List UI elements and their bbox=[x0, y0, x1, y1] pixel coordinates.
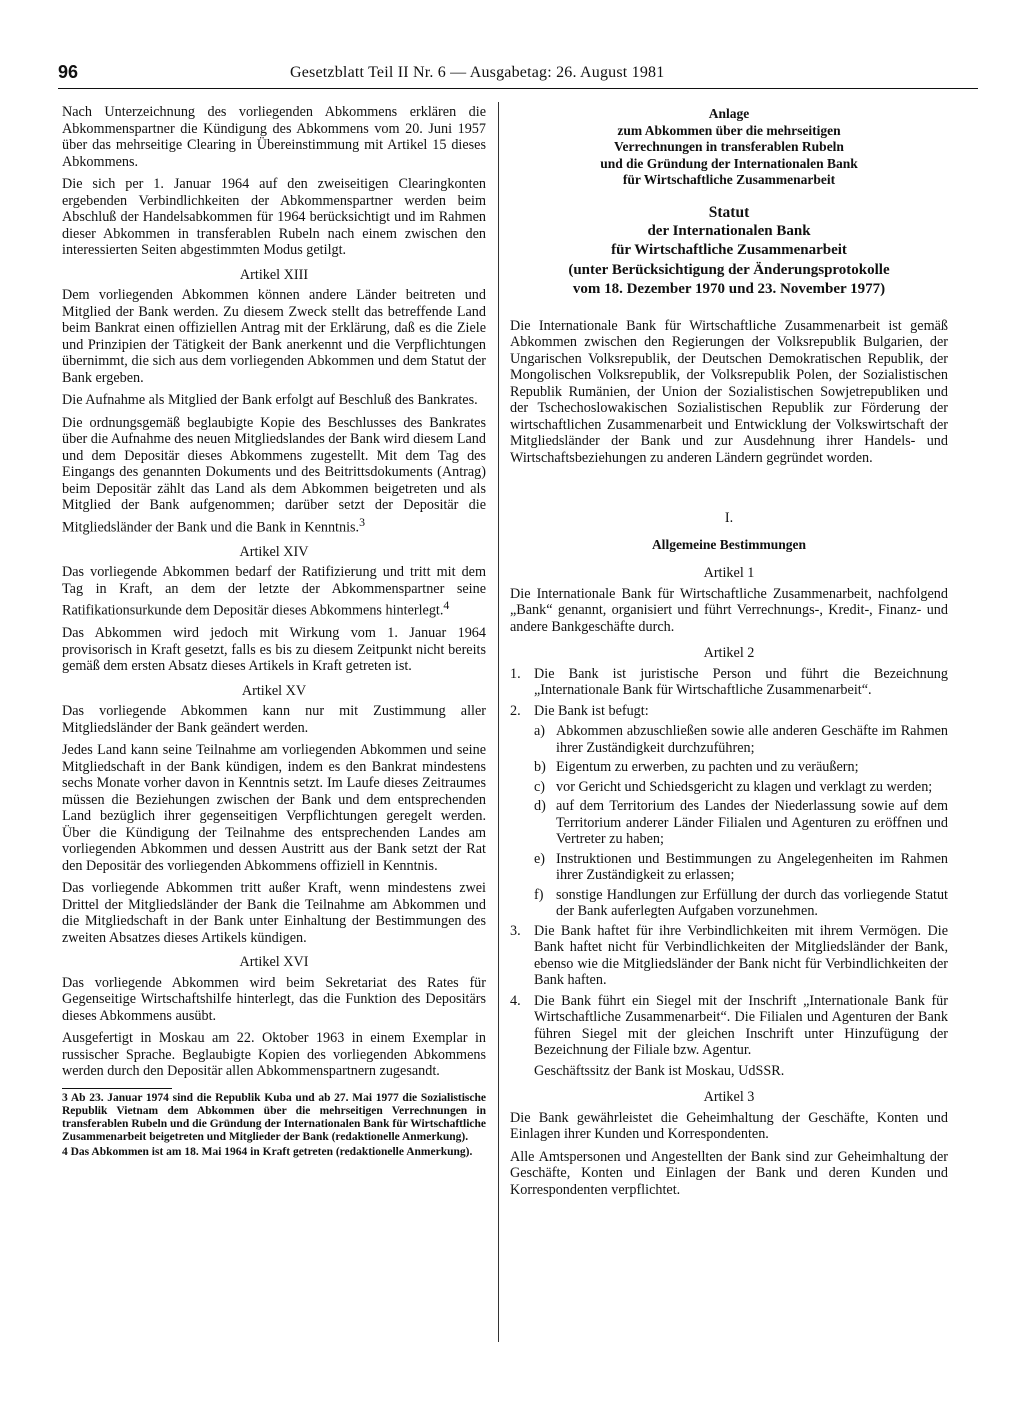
sub-item-text: vor Gericht und Schiedsgericht zu klagen und verklagt zu werden; bbox=[556, 778, 933, 795]
section-title: Allgemeine Bestimmungen bbox=[651, 536, 807, 552]
item-number: 4. bbox=[510, 992, 521, 1009]
footnote-ref: 4 bbox=[443, 598, 450, 613]
sub-item bbox=[534, 759, 948, 776]
paragraph-text: Das vorliegende Abkommen bedarf der Ratifizierung und tritt mit dem Tag in Kraft, an dem der letzte der Abkommenspartner seine Ratifikationsurkunde dem Depositär dieses Abkommens hinterlegt. bbox=[62, 564, 486, 619]
page-header bbox=[58, 62, 978, 89]
sub-item-text: auf dem Territorium des Landes der Niederlassung sowie auf dem Territorium anderer Länder Filialen und Agenturen zu eröffnen und Vertreter zu haben; bbox=[556, 798, 948, 847]
sub-item bbox=[534, 851, 948, 884]
column-divider bbox=[498, 102, 499, 1342]
sub-item-text: Instruktionen und Bestimmungen zu Angelegenheiten im Rahmen ihrer Zuständigkeit zu erlassen; bbox=[556, 850, 948, 883]
article-heading: Artikel 2 bbox=[703, 645, 755, 661]
sub-item-text: Abkommen abzuschließen sowie alle anderen Geschäfte im Rahmen ihrer Zuständigkeit durchzuführen; bbox=[556, 723, 948, 756]
item-number: 1. bbox=[510, 665, 521, 682]
left-column bbox=[62, 104, 486, 1161]
article-heading: Artikel XV bbox=[241, 682, 307, 699]
article-heading: Artikel XIII bbox=[239, 266, 309, 283]
annex-line: Verrechnungen in transferablen Rubeln bbox=[614, 139, 844, 154]
section-number: I. bbox=[724, 510, 734, 526]
sub-item-label: b) bbox=[534, 759, 546, 775]
article-heading: Artikel XVI bbox=[239, 954, 309, 971]
sub-item bbox=[534, 887, 948, 920]
footnote: 4 Das Abkommen ist am 18. Mai 1964 in Kraft getreten (redaktionelle Anmerkung). bbox=[62, 1145, 473, 1158]
article-heading: Artikel 3 bbox=[703, 1089, 755, 1105]
footnote: 3 Ab 23. Januar 1974 sind die Republik Kuba und ab 27. Mai 1977 die Sozialistische Republik Vietnam dem Abkommen über die mehrseitigen Verrechnungen in transferablen Rubeln und die Gründung der Internationalen Bank für Wirtschaftliche Zusammenarbeit beigetreten und Mitglieder der Bank (redaktionelle Anmerkung). bbox=[62, 1091, 486, 1143]
paragraph: Jedes Land kann seine Teilnahme am vorliegenden Abkommen und seine Mitgliedschaft in der Bank kündigen, indem es den Bankrat mindestens sechs Monate vorher davon in Kenntnis setzt. Im Laufe dieses Zeitraumes müssen die Beziehungen zwischen der Bank und dem entsprechenden Land bezüglich ihrer gegenseitigen Verpflichtungen geregelt werden. Über die Kündigung der Teilnahme des entsprechenden Landes am vorliegenden Abkommen und dessen Austritt aus der Bank setzt der Rat den Depositär des vorliegenden Abkommens offiziell in Kenntnis. bbox=[62, 742, 486, 874]
sub-item-label: a) bbox=[534, 723, 546, 739]
statute-line: (unter Berücksichtigung der Änderungsprotokolle bbox=[568, 261, 890, 278]
sub-item-label: f) bbox=[534, 886, 544, 903]
article-heading: Artikel XIV bbox=[239, 543, 309, 560]
sub-item-label: e) bbox=[534, 850, 546, 867]
sub-item bbox=[534, 798, 948, 848]
paragraph-text: Die ordnungsgemäß beglaubigte Kopie des Beschlusses des Bankrates über die Aufnahme des neuen Mitgliedslandes der Bank wird diesem Land und dem Depositär dieses Abkommens zugestellt. Mit dem Tag des Eingangs des genannten Dokuments und des Beitrittsdokuments (Antrag) beim Depositär zählt das Land als dem Abkommen beigetreten und als Mitglied der Bank aufgenommen; darüber setzt der Depositär die Mitgliedsländer der Bank und die Bank in Kenntnis. bbox=[62, 414, 486, 536]
numbered-item bbox=[510, 993, 948, 1059]
item-text: Die Bank ist juristische Person und führt die Bezeichnung „Internationale Bank für Wirtschaftliche Zusammenarbeit“. bbox=[534, 665, 948, 698]
paragraph: Dem vorliegenden Abkommen können andere Länder beitreten und Mitglied der Bank werden. Zu diesem Zweck stellt das betreffende Land beim Bankrat einen offiziellen Antrag mit der Erklärung, daß es die Ziele und Prinzipien der Tätigkeit der Bank anerkennt und die Verpflichtungen übernimmt, die sich aus dem vorliegenden Abkommen und dem Statut der Bank ergeben. bbox=[62, 287, 486, 386]
annex-line: Anlage bbox=[708, 106, 750, 121]
bank-seat-line: Geschäftssitz der Bank ist Moskau, UdSSR. bbox=[534, 1062, 785, 1079]
annex-line: und die Gründung der Internationalen Bank bbox=[600, 155, 858, 171]
item-number: 3. bbox=[510, 922, 521, 939]
sub-item bbox=[534, 723, 948, 756]
statute-line: für Wirtschaftliche Zusammenarbeit bbox=[611, 242, 847, 258]
statute-line: der Internationalen Bank bbox=[647, 222, 811, 239]
statute-subtitle bbox=[510, 222, 948, 300]
sub-item-text: Eigentum zu erwerben, zu pachten und zu veräußern; bbox=[556, 759, 859, 775]
paragraph: Das vorliegende Abkommen wird beim Sekretariat des Rates für Gegenseitige Wirtschaftshilfe hinterlegt, das die Funktion des Depositärs dieses Abkommens ausübt. bbox=[62, 974, 486, 1024]
paragraph: Alle Amtspersonen und Angestellten der Bank sind zur Geheimhaltung der Geschäfte, Konten und Einlagen der Bank und deren Kunden und Korrespondenten verpflichtet. bbox=[510, 1148, 948, 1198]
statute-title: Statut bbox=[708, 203, 750, 221]
paragraph bbox=[62, 564, 486, 619]
item-number: 2. bbox=[510, 702, 521, 719]
paragraph: Nach Unterzeichnung des vorliegenden Abkommens erklären die Abkommenspartner die Kündigung des Abkommens vom 20. Juni 1957 über das mehrseitige Clearing in Übereinstimmung mit Artikel 15 dieses Abkommens. bbox=[62, 104, 486, 170]
sub-item-label: d) bbox=[534, 798, 546, 814]
annex-line: für Wirtschaftliche Zusammenarbeit bbox=[622, 172, 836, 187]
annex-line: zum Abkommen über die mehrseitigen bbox=[617, 122, 841, 138]
item-text: Die Bank führt ein Siegel mit der Inschrift „Internationale Bank für Wirtschaftliche Zusammenarbeit“. Die Filialen und Agenturen der Bank führen Siegel mit der gleichen Inschrift unter Hinzufügung der Bezeichnung der Filiale bzw. Agentur. bbox=[534, 992, 948, 1058]
page-number: 96 bbox=[58, 62, 79, 82]
numbered-item bbox=[510, 666, 948, 699]
intro-paragraph: Die Internationale Bank für Wirtschaftliche Zusammenarbeit ist gemäß Abkommen zwischen den Regierungen der Volksrepublik Bulgarien, der Ungarischen Volksrepublik, der Deutschen Demokratischen Republik, der Mongolischen Volksrepublik, der Volksrepublik Polen, der Sozialistischen Republik Rumänien, der Union der Sozialistischen Sowjetrepubliken und der Tschechoslowakischen Sozialistischen Republik zur Förderung der wirtschaftlichen Zusammenarbeit und Entwicklung der Volkswirtschaft der Mitgliedsländer der Bank und zur Ausdehnung ihrer Handels- und Wirtschaftsbeziehungen zu anderen Ländern gegründet worden. bbox=[510, 317, 948, 466]
item-text: Die Bank haftet für ihre Verbindlichkeiten mit ihrem Vermögen. Die Bank haftet nicht für Verbindlichkeiten der Mitgliedsländer der Bank, ebenso wie die Mitgliedsländer der Bank nicht für Verbindlichkeiten der Bank haften. bbox=[534, 922, 948, 988]
item-text: Die Bank ist befugt: bbox=[534, 702, 649, 719]
paragraph: Das vorliegende Abkommen kann nur mit Zustimmung aller Mitgliedsländer der Bank geändert werden. bbox=[62, 703, 486, 736]
article-heading: Artikel 1 bbox=[703, 565, 755, 581]
footnote-rule bbox=[62, 1088, 172, 1089]
paragraph: Die sich per 1. Januar 1964 auf den zweiseitigen Clearingkonten ergebenden Verbindlichkeiten der Abkommenspartner werden beim Abschluß der Handelsabkommen für 1964 berücksichtigt und im Rahmen dieser Abkommen in transferablen Rubeln nach einem zwischen den interessierten Seiten abgestimmten Modus getilgt. bbox=[62, 176, 486, 258]
footnote-ref: 3 bbox=[359, 514, 366, 529]
numbered-item bbox=[510, 703, 948, 720]
paragraph: Die Aufnahme als Mitglied der Bank erfolgt auf Beschluß des Bankrates. bbox=[62, 392, 478, 408]
right-column bbox=[510, 106, 948, 1204]
paragraph: Das vorliegende Abkommen tritt außer Kraft, wenn mindestens zwei Drittel der Mitgliedsländer der Bank die Teilnahme am Abkommen und die Mitgliedschaft in der Bank unter Einhaltung der Bestimmungen des zweiten Absatzes dieses Artikels kündigen. bbox=[62, 880, 486, 946]
statute-line: vom 18. Dezember 1970 und 23. November 1977) bbox=[572, 281, 886, 297]
sub-item bbox=[534, 779, 948, 796]
paragraph: Ausgefertigt in Moskau am 22. Oktober 1963 in einem Exemplar in russischer Sprache. Beglaubigte Kopien des vorliegenden Abkommens werden durch den Depositär allen Abkommenspartnern zugesandt. bbox=[62, 1030, 486, 1080]
sub-item-text: sonstige Handlungen zur Erfüllung der durch das vorliegende Statut der Bank auferlegten Aufgaben vorzunehmen. bbox=[556, 886, 948, 919]
paragraph: Die Bank gewährleistet die Geheimhaltung der Geschäfte, Konten und Einlagen ihrer Kunden und Korrespondenten. bbox=[510, 1109, 948, 1142]
paragraph: Das Abkommen wird jedoch mit Wirkung vom 1. Januar 1964 provisorisch in Kraft gesetzt, falls es bis zu diesem Zeitpunkt nicht bereits gemäß dem ersten Absatz dieses Artikels in Kraft getreten ist. bbox=[62, 625, 486, 675]
paragraph: Die Internationale Bank für Wirtschaftliche Zusammenarbeit, nachfolgend „Bank“ genannt, organisiert und führt Verrechnungs-, Kredit-, Finanz- und andere Bankgeschäfte durch. bbox=[510, 585, 948, 635]
sub-item-label: c) bbox=[534, 778, 546, 795]
header-title: Gesetzblatt Teil II Nr. 6 — Ausgabetag: 26. August 1981 bbox=[290, 64, 665, 81]
paragraph bbox=[62, 415, 486, 536]
numbered-item bbox=[510, 923, 948, 989]
annex-heading bbox=[510, 106, 948, 189]
